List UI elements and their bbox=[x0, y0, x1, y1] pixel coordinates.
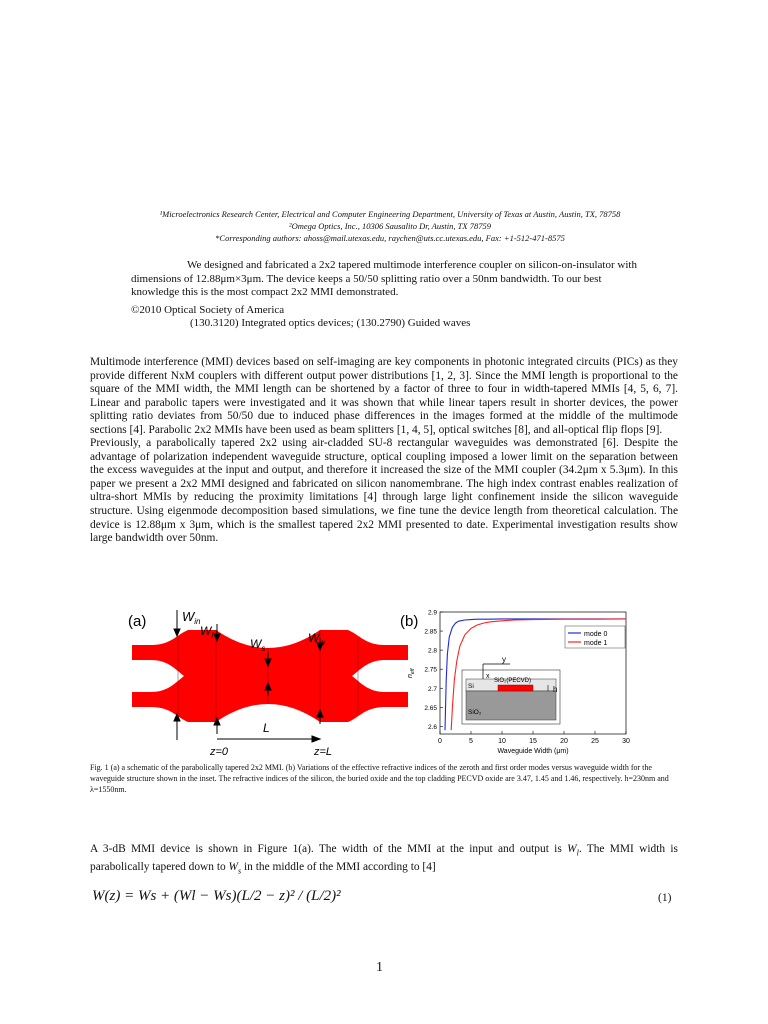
figure-1b-label: (b) bbox=[400, 613, 419, 630]
y-tick-label: 2.75 bbox=[424, 666, 437, 674]
chart-x-label: Waveguide Width (μm) bbox=[497, 748, 569, 755]
affiliation-2: ²Omega Optics, Inc., 10306 Sausalito Dr, Austin, TX 78759 bbox=[289, 221, 491, 231]
page-number: 1 bbox=[376, 960, 383, 975]
y-tick-label: 2.65 bbox=[424, 704, 437, 712]
x-tick-label: 5 bbox=[469, 738, 473, 745]
figure-1a-label: (a) bbox=[128, 613, 147, 630]
abstract-text: We designed and fabricated a 2x2 tapered multimode interference coupler on silicon-on-insulator with dimensions of 12.88μm×3μm. The device keeps a 50/50 splitting ratio over a 50nm bandwidth. To our best knowledge this is the most compact 2x2 MMI demonstrated. bbox=[131, 259, 637, 299]
w-l-subscript: l bbox=[576, 848, 579, 858]
ocis-codes: (130.3120) Integrated optics devices; (130.2790) Guided waves bbox=[190, 317, 471, 329]
figure-1a-mmi-schematic bbox=[126, 608, 414, 758]
x-tick-label: 30 bbox=[622, 738, 630, 745]
x-tick-label: 0 bbox=[438, 738, 442, 745]
mmi-desc-text-2: . The MMI width is parabolically tapered down to bbox=[90, 843, 678, 874]
inset-si-core bbox=[498, 685, 533, 691]
y-tick-label: 2.7 bbox=[427, 685, 437, 693]
equation-number: (1) bbox=[658, 892, 672, 904]
length-label: L bbox=[263, 721, 270, 735]
mmi-desc-text-1: A 3-dB MMI device is shown in Figure 1(a). The width of the MMI at the input and output is bbox=[90, 843, 568, 855]
figure-caption: Fig. 1 (a) a schematic of the parabolically tapered 2x2 MMI. (b) Variations of the effective refractive indices of the zeroth and first order modes versus waveguide width for the waveguide structure shown in the inset. The refractive indices of the silicon, the buried oxide and the top cladding PECVD oxide are 3.47, 1.45 and 1.46, respectively. h=230nm and λ=1550nm. bbox=[90, 763, 669, 794]
w-l-label: $W_l$ bbox=[200, 624, 214, 640]
corresponding-authors: *Corresponding authors: ahoss@mail.utexas.edu, raychen@uts.cc.utexas.edu, Fax: +1-512-471-8575 bbox=[215, 233, 565, 243]
y-tick-label: 2.9 bbox=[427, 609, 437, 617]
w-s-subscript: s bbox=[238, 866, 242, 876]
legend-mode-1: mode 1 bbox=[584, 640, 608, 647]
zl-label: z=L bbox=[314, 746, 333, 758]
mmi-desc-text-3: in the middle of the MMI according to [4] bbox=[241, 861, 436, 874]
affiliation-1: ¹Microelectronics Research Center, Electrical and Computer Engineering Department, University of Texas at Austin, Austin, TX, 78758 bbox=[159, 209, 621, 219]
intro-paragraph-2: Previously, a parabolically tapered 2x2 using air-cladded SU-8 rectangular waveguides was demonstrated [6]. Despite the advantage of polarization independent waveguide structure, optical coupling imposed a lower limit on the separation between the excess waveguides at the input and output, and therefore it increased the size of the MMI coupler (34.2μm x 5.3μm). In this paper we present a 2x2 MMI designed and fabricated on silicon nanomembrane. The high index contrast enables realization of ultra-short MMIs by reducing the proximity limitations [4] through large light confinement inside the silicon waveguide structure. Using eigenmode decomposition based simulations, we fine tune the device length from theoretical calculation. The device is 12.88μm x 3μm, which is the smallest tapered 2x2 MMI presented to date. Experimental investigation results show large bandwidth over 50nm. bbox=[90, 437, 678, 545]
chart-y-label: $n_{eff}$ bbox=[407, 668, 416, 678]
figure-1b-neff-chart bbox=[398, 606, 638, 758]
mmi-device-shape bbox=[132, 630, 408, 722]
inset-box-label: SiO₂ bbox=[468, 709, 482, 716]
z0-label: z=0 bbox=[210, 746, 229, 758]
inset-h-label: h bbox=[553, 685, 558, 694]
equation-1: W(z) = Ws + (Wl − Ws)(L/2 − z)² / (L/2)² bbox=[92, 888, 341, 904]
mmi-description bbox=[90, 842, 678, 879]
y-tick-label: 2.8 bbox=[427, 647, 437, 655]
w-s-symbol: W bbox=[228, 861, 239, 874]
x-tick-label: 20 bbox=[560, 738, 568, 745]
inset-y-axis: y bbox=[502, 655, 506, 664]
x-tick-label: 15 bbox=[529, 738, 537, 745]
inset-x-axis: x bbox=[486, 673, 490, 680]
inset-cladding-label: SiO₂(PECVD) bbox=[494, 678, 531, 684]
w-in-label: $W_{in}$ bbox=[182, 609, 201, 626]
y-tick-label: 2.6 bbox=[427, 723, 437, 731]
y-tick-label: 2.85 bbox=[424, 628, 437, 636]
x-tick-label: 25 bbox=[591, 738, 599, 745]
inset-core-label: Si bbox=[468, 683, 474, 690]
legend-mode-0: mode 0 bbox=[584, 631, 608, 638]
copyright: ©2010 Optical Society of America bbox=[131, 304, 285, 316]
x-tick-label: 10 bbox=[498, 738, 506, 745]
w-w-label: $W_w$ bbox=[308, 631, 326, 647]
introduction bbox=[90, 356, 678, 546]
w-l-symbol: W bbox=[567, 843, 577, 855]
w-s-label: $W_s$ bbox=[250, 637, 266, 653]
intro-paragraph-1: Multimode interference (MMI) devices based on self-imaging are key components in photonic integrated circuits (PICs) as they provide different NxM couplers with different output power distributions [1, 2, 3]. Since the MMI length is proportional to the square of the MMI width, the MMI length can be shortened by a factor of three to four in width-tapered MMIs [4, 5, 6, 7]. Linear and parabolic tapers were investigated and it was shown that while linear tapers result in shorter devices, the power splitting ratio deviates from 50/50 due to induced phase differences in the images formed at the middle of the multimode sections [4]. Parabolic 2x2 MMIs have been used as beam splitters [1, 4, 5], optical switches [8], and all-optical flip flops [9]. bbox=[90, 356, 678, 436]
